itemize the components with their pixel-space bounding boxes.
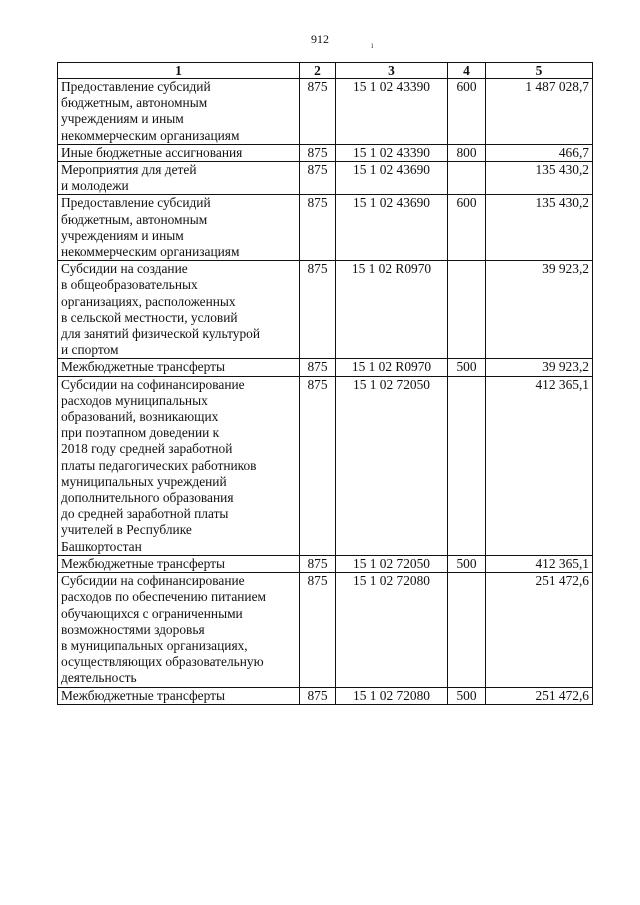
row-code: 15 1 02 43690: [336, 162, 448, 195]
row-name: Межбюджетные трансферты: [58, 359, 300, 376]
table-row: [58, 195, 593, 261]
row-name: Иные бюджетные ассигнования: [58, 144, 300, 161]
row-name: Субсидии на создание в общеобразовательных организациях, расположенных в сельской местности, условий для занятий физической культурой и спортом: [58, 261, 300, 359]
row-name: Субсидии на софинансирование расходов муниципальных образований, возникающих при поэтапном доведении к 2018 году средней заработной платы педагогических работников муниципальных учреждений дополнительного образования до средней заработной платы учителей в Республике Башкортостан: [58, 376, 300, 555]
row-code: 15 1 02 72050: [336, 376, 448, 555]
row-expense-type: [448, 162, 486, 195]
row-code: 15 1 02 R0970: [336, 359, 448, 376]
table-row: [58, 376, 593, 555]
row-code: 15 1 02 72050: [336, 555, 448, 572]
row-ministry: 875: [300, 359, 336, 376]
row-expense-type: 500: [448, 687, 486, 704]
row-amount: 135 430,2: [486, 162, 593, 195]
table-row: [58, 261, 593, 359]
row-name: Субсидии на софинансирование расходов по обеспечению питанием обучающихся с ограниченными возможностями здоровья в муниципальных организациях, осуществляющих образовательную деятельность: [58, 573, 300, 687]
row-ministry: 875: [300, 573, 336, 687]
row-expense-type: [448, 261, 486, 359]
row-name: Предоставление субсидий бюджетным, автономным учреждениям и иным некоммерческим организациям: [58, 195, 300, 261]
row-amount: 412 365,1: [486, 555, 593, 572]
table-row: [58, 359, 593, 376]
row-amount: 39 923,2: [486, 359, 593, 376]
page-number: 912: [311, 32, 329, 46]
row-amount: 1 487 028,7: [486, 79, 593, 145]
header-amount: 5: [486, 63, 593, 79]
row-amount: 135 430,2: [486, 195, 593, 261]
budget-table: [57, 62, 593, 705]
scan-speck: ı: [371, 40, 374, 50]
row-expense-type: [448, 376, 486, 555]
table-row: [58, 144, 593, 161]
header-row: [58, 63, 593, 79]
table-row: [58, 555, 593, 572]
row-code: 15 1 02 43390: [336, 144, 448, 161]
row-ministry: 875: [300, 687, 336, 704]
row-name: Межбюджетные трансферты: [58, 555, 300, 572]
row-amount: 251 472,6: [486, 573, 593, 687]
row-name: Мероприятия для детей и молодежи: [58, 162, 300, 195]
row-amount: 466,7: [486, 144, 593, 161]
row-code: 15 1 02 43390: [336, 79, 448, 145]
table-row: [58, 573, 593, 687]
row-ministry: 875: [300, 79, 336, 145]
row-ministry: 875: [300, 144, 336, 161]
row-code: 15 1 02 R0970: [336, 261, 448, 359]
row-expense-type: 600: [448, 79, 486, 145]
row-code: 15 1 02 72080: [336, 687, 448, 704]
row-amount: 39 923,2: [486, 261, 593, 359]
row-code: 15 1 02 72080: [336, 573, 448, 687]
row-name: Предоставление субсидий бюджетным, автономным учреждениям и иным некоммерческим организациям: [58, 79, 300, 145]
row-expense-type: 500: [448, 359, 486, 376]
table-row: [58, 687, 593, 704]
table-row: [58, 162, 593, 195]
row-ministry: 875: [300, 195, 336, 261]
row-expense-type: 600: [448, 195, 486, 261]
row-ministry: 875: [300, 555, 336, 572]
row-expense-type: 500: [448, 555, 486, 572]
header-ministry: 2: [300, 63, 336, 79]
row-ministry: 875: [300, 261, 336, 359]
header-code: 3: [336, 63, 448, 79]
row-code: 15 1 02 43690: [336, 195, 448, 261]
row-ministry: 875: [300, 376, 336, 555]
row-expense-type: 800: [448, 144, 486, 161]
row-name: Межбюджетные трансферты: [58, 687, 300, 704]
row-amount: 251 472,6: [486, 687, 593, 704]
header-name: 1: [58, 63, 300, 79]
table-row: [58, 79, 593, 145]
row-ministry: 875: [300, 162, 336, 195]
header-expense-type: 4: [448, 63, 486, 79]
row-amount: 412 365,1: [486, 376, 593, 555]
row-expense-type: [448, 573, 486, 687]
